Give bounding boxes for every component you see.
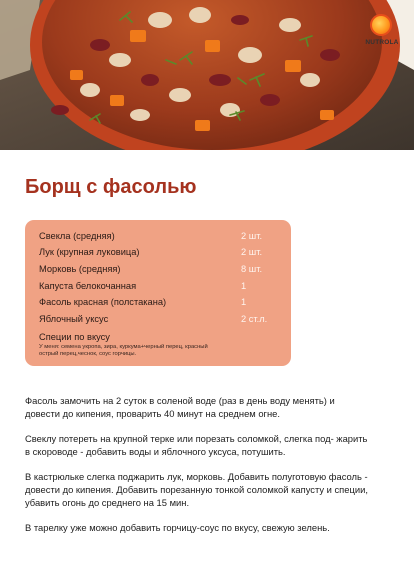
ingredient-row bbox=[39, 247, 279, 261]
instruction-step: В кастрюльке слегка поджарить лук, морковь. Добавить полуготовую фасоль - довести до кипения. Добавить порезанную тонкой соломкой капусту и специи, убавить огонь до среднего на 15 мин. bbox=[25, 471, 368, 508]
ingredient-qty: 1 bbox=[241, 297, 247, 307]
recipe-title: Борщ с фасолью bbox=[25, 176, 197, 198]
ingredient-row bbox=[39, 314, 279, 328]
instruction-step: В тарелку уже можно добавить горчицу-соус по вкусу, свежую зелень. bbox=[25, 522, 330, 533]
ingredient-name: Морковь (средняя) bbox=[39, 264, 121, 274]
ingredient-row bbox=[39, 231, 279, 245]
ingredients-box bbox=[25, 220, 291, 366]
bean-soup-illustration bbox=[0, 0, 414, 150]
hero-photo bbox=[0, 0, 414, 150]
spices-title: Специи по вкусу bbox=[39, 332, 110, 342]
instructions bbox=[25, 394, 370, 546]
ingredient-name: Лук (крупная луковица) bbox=[39, 247, 140, 257]
instruction-step: Фасоль замочить на 2 суток в соленой воде (раз в день воду менять) и довести до кипения, проварить 40 минут на среднем огне. bbox=[25, 395, 335, 419]
ingredient-qty: 1 bbox=[241, 281, 247, 291]
ingredient-row bbox=[39, 281, 279, 295]
ingredient-row bbox=[39, 264, 279, 278]
ingredient-name: Капуста белокочанная bbox=[39, 281, 137, 291]
spices-note: У меня: семена укропа, зира, куркума+черный перец, красный острый перец,чеснок, соус горчицы. bbox=[39, 344, 208, 358]
ingredient-name: Фасоль красная (полстакана) bbox=[39, 297, 167, 307]
ingredient-row bbox=[39, 297, 279, 311]
brand-logo bbox=[362, 14, 402, 54]
orange-logo-icon bbox=[370, 14, 392, 36]
ingredient-qty: 2 шт. bbox=[241, 231, 263, 241]
ingredient-qty: 8 шт. bbox=[241, 264, 263, 274]
ingredient-name: Яблочный уксус bbox=[39, 314, 109, 324]
ingredient-qty: 2 ст.л. bbox=[241, 314, 268, 324]
brand-name: NUTROLA bbox=[365, 39, 399, 46]
ingredient-name: Свекла (средняя) bbox=[39, 231, 115, 241]
instruction-step: Свеклу потереть на крупной терке или порезать соломкой, слегка под- жарить в скороводе - добавить воды и яблочного уксуса, потушить. bbox=[25, 433, 368, 457]
ingredient-qty: 2 шт. bbox=[241, 247, 263, 257]
